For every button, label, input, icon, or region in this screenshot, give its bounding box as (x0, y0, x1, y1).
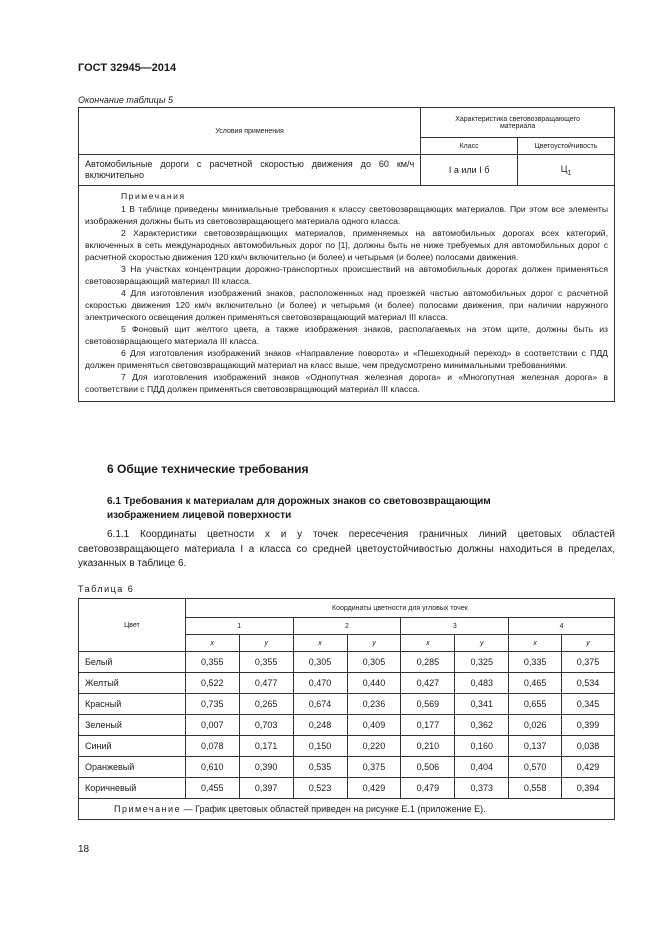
col-header-color: Цвет (79, 599, 186, 652)
coordinate-cell: 0,440 (347, 673, 401, 694)
point-header-1: 1 (185, 618, 293, 635)
paragraph-text: 6.1.1 Координаты цветности x и y точек пересечения граничных линий цветовых областей световозвращающего материала I а класса со средней цветоустойчивостью должны находиться в пределах, указанных в таблице 6. (78, 529, 615, 569)
col-header-conditions: Условия применения (79, 108, 421, 155)
note-label: Примечание (114, 804, 182, 814)
coordinate-cell: 0,394 (562, 778, 615, 799)
coordinate-cell: 0,236 (347, 694, 401, 715)
coordinate-cell: 0,341 (455, 694, 509, 715)
axis-x-1: x (185, 635, 239, 652)
axis-y-4: y (562, 635, 615, 652)
coordinate-cell: 0,570 (509, 757, 562, 778)
coordinate-cell: 0,248 (293, 715, 347, 736)
coordinate-cell: 0,409 (347, 715, 401, 736)
row-condition: Автомобильные дороги с расчетной скоростью движения до 60 км/ч включительно (79, 155, 421, 186)
coordinate-cell: 0,150 (293, 736, 347, 757)
coordinate-cell: 0,171 (239, 736, 293, 757)
coordinate-cell: 0,007 (185, 715, 239, 736)
color-name: Желтый (79, 673, 186, 694)
col-header-group: Координаты цветности для угловых точек (185, 599, 614, 618)
point-header-2: 2 (293, 618, 401, 635)
coordinate-cell: 0,429 (562, 757, 615, 778)
note-6: 6 Для изготовления изображений знаков «Направление поворота» и «Пешеходный переход» в соответствии с ПДД должен применяться световозвращающий материал на класс выше, чем предусмотрено минимальными требованиями. (85, 348, 608, 370)
table6-body (79, 652, 615, 799)
coordinate-cell: 0,674 (293, 694, 347, 715)
coordinate-cell: 0,534 (562, 673, 615, 694)
coordinate-cell: 0,325 (455, 652, 509, 673)
col-header-class: Класс (421, 138, 518, 155)
coordinate-cell: 0,285 (401, 652, 455, 673)
coordinate-cell: 0,355 (185, 652, 239, 673)
axis-y-2: y (347, 635, 401, 652)
row-class: I а или I б (421, 155, 518, 186)
table5-caption: Окончание таблицы 5 (78, 95, 173, 105)
coordinate-cell: 0,506 (401, 757, 455, 778)
axis-x-4: x (509, 635, 562, 652)
note-5: 5 Фоновый щит желтого цвета, а также изображения знаков, располагаемых на этом щите, должны быть из световозвращающего материала III класса. (85, 324, 608, 346)
stability-main: Ц (560, 163, 568, 174)
color-name: Оранжевый (79, 757, 186, 778)
axis-x-3: x (401, 635, 455, 652)
coordinate-cell: 0,137 (509, 736, 562, 757)
coordinate-cell: 0,345 (562, 694, 615, 715)
coordinate-cell: 0,220 (347, 736, 401, 757)
note-text: — График цветовых областей приведен на рисунке Е.1 (приложение Е). (181, 804, 486, 814)
notes-title: Примечания (121, 191, 186, 201)
table-row (79, 673, 615, 694)
note-4: 4 Для изготовления изображений знаков, расположенных над проезжей частью автомобильных дорог с расчетной скоростью движения 120 км/ч включительно (и более) и четырьмя (и более) полосами движения, при наличии наружного электрического освещения должен применяться световозвращающий материал III класса. (85, 288, 608, 322)
section-title: 6 Общие технические требования (107, 462, 309, 476)
coordinate-cell: 0,078 (185, 736, 239, 757)
coordinate-cell: 0,390 (239, 757, 293, 778)
coordinate-cell: 0,399 (562, 715, 615, 736)
document-header: ГОСТ 32945—2014 (78, 62, 177, 74)
table-row (79, 694, 615, 715)
table-row (79, 757, 615, 778)
table6-caption: Таблица 6 (78, 584, 135, 594)
note-1: 1 В таблице приведены минимальные требования к классу световозвращающих материалов. При этом все элементы изображения должны быть из световозвращающего материала одного класса. (85, 204, 608, 226)
coordinate-cell: 0,610 (185, 757, 239, 778)
page-number: 18 (78, 844, 90, 855)
coordinate-cell: 0,335 (509, 652, 562, 673)
table6-note (79, 799, 615, 820)
coordinate-cell: 0,429 (347, 778, 401, 799)
coordinate-cell: 0,177 (401, 715, 455, 736)
coordinate-cell: 0,038 (562, 736, 615, 757)
coordinate-cell: 0,477 (239, 673, 293, 694)
coordinate-cell: 0,522 (185, 673, 239, 694)
coordinate-cell: 0,523 (293, 778, 347, 799)
coordinate-cell: 0,703 (239, 715, 293, 736)
coordinate-cell: 0,465 (509, 673, 562, 694)
coordinate-cell: 0,210 (401, 736, 455, 757)
color-name: Красный (79, 694, 186, 715)
color-name: Зеленый (79, 715, 186, 736)
coordinate-cell: 0,455 (185, 778, 239, 799)
coordinate-cell: 0,265 (239, 694, 293, 715)
coordinate-cell: 0,305 (347, 652, 401, 673)
coordinate-cell: 0,735 (185, 694, 239, 715)
col-header-color-stability: Цветоустойчивость (518, 138, 615, 155)
coordinate-cell: 0,427 (401, 673, 455, 694)
point-header-3: 3 (401, 618, 509, 635)
axis-x-2: x (293, 635, 347, 652)
coordinate-cell: 0,355 (239, 652, 293, 673)
coordinate-cell: 0,535 (293, 757, 347, 778)
coordinate-cell: 0,569 (401, 694, 455, 715)
coordinate-cell: 0,160 (455, 736, 509, 757)
axis-y-1: y (239, 635, 293, 652)
coordinate-cell: 0,373 (455, 778, 509, 799)
coordinate-cell: 0,404 (455, 757, 509, 778)
note-3: 3 На участках концентрации дорожно-транспортных происшествий на автомобильных дорогах должен применяться световозвращающий материал III класса. (85, 264, 608, 286)
row-color-stability (518, 155, 615, 186)
coordinate-cell: 0,305 (293, 652, 347, 673)
table5-notes (79, 186, 615, 402)
table-row (79, 778, 615, 799)
coordinate-cell: 0,479 (401, 778, 455, 799)
color-name: Коричневый (79, 778, 186, 799)
coordinate-cell: 0,470 (293, 673, 347, 694)
table-row (79, 652, 615, 673)
table-row (79, 715, 615, 736)
subsection-title: 6.1 Требования к материалам для дорожных знаков со световозвращающим изображением лицевой поверхности (107, 496, 491, 521)
color-name: Синий (79, 736, 186, 757)
table-5 (78, 107, 615, 402)
coordinate-cell: 0,375 (347, 757, 401, 778)
coordinate-cell: 0,362 (455, 715, 509, 736)
coordinate-cell: 0,558 (509, 778, 562, 799)
note-7: 7 Для изготовления изображений знаков «Однопутная железная дорога» и «Многопутная железная дорога» в соответствии с ПДД должен применяться световозвращающий материал III класса. (85, 372, 608, 394)
table-6 (78, 598, 615, 820)
coordinate-cell: 0,375 (562, 652, 615, 673)
table-row (79, 736, 615, 757)
col-header-characteristics: Характеристика световозвращающего материала (421, 108, 615, 138)
coordinate-cell: 0,026 (509, 715, 562, 736)
axis-y-3: y (455, 635, 509, 652)
coordinate-cell: 0,655 (509, 694, 562, 715)
stability-sub: 1 (567, 169, 572, 177)
color-name: Белый (79, 652, 186, 673)
point-header-4: 4 (509, 618, 615, 635)
note-2: 2 Характеристики световозвращающих материалов, применяемых на автомобильных дорогах всех категорий, включенных в сеть международных автомобильных дорог по [1], должны быть не ниже требуемых для автомобильных дорог с расчетной скоростью движения 120 км/ч включительно (и более) и четырьмя (и более) полосами движения. (85, 228, 608, 262)
coordinate-cell: 0,483 (455, 673, 509, 694)
paragraph-6-1-1 (78, 528, 615, 572)
coordinate-cell: 0,397 (239, 778, 293, 799)
